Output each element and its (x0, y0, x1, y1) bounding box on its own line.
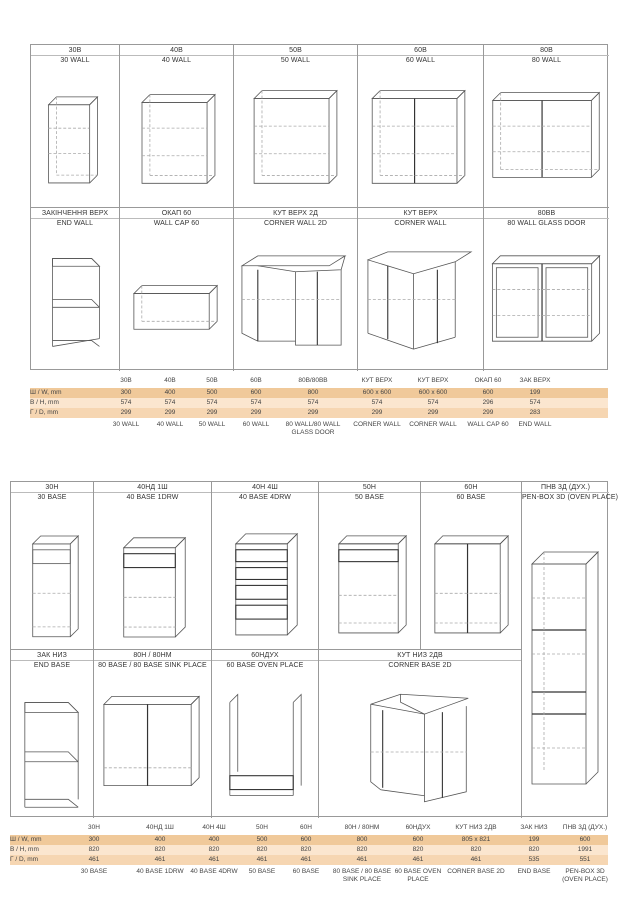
spec-d: 299 (482, 409, 494, 416)
spec-name: 60 WALL (242, 421, 270, 428)
base-cabinet-1-door-icon (11, 504, 93, 647)
code-label: КУТ НИЗ 2ДВ (397, 652, 443, 659)
wall-cabinet-2-door-icon (484, 67, 609, 205)
name-label: CORNER BASE 2D (319, 660, 521, 670)
code-label: 60Н (464, 484, 478, 491)
code-label: КУТ ВЕРХ (403, 210, 438, 217)
base-cabinet-2-door-icon (421, 504, 521, 647)
spec-code: 60B (250, 377, 262, 384)
base-cabinet-1-drawer-icon (319, 504, 420, 647)
spec-name: PEN-BOX 3D (OVEN PLACE) (562, 868, 608, 883)
spec-d: 551 (579, 856, 591, 863)
spec-w: 600 (579, 836, 591, 843)
hood-cabinet-icon (120, 230, 233, 369)
spec-h: 574 (529, 399, 541, 406)
name-label: END BASE (11, 660, 93, 670)
spec-w: 800 (356, 836, 368, 843)
spec-name: 40 BASE 4DRW (190, 868, 238, 875)
spec-d: 461 (154, 856, 166, 863)
wall-cabinet-2-door-icon (358, 67, 483, 205)
name-label: 40 BASE 4DRW (212, 492, 318, 502)
spec-d: 461 (412, 856, 424, 863)
spec-code: 60Н (300, 824, 312, 831)
spec-code: ПНВ 3Д (ДУХ.) (562, 824, 608, 831)
end-shelf-unit-icon (31, 230, 119, 369)
spec-code: 60НДУХ (405, 824, 431, 831)
cell-corner-base-2d (319, 650, 522, 818)
code-label: 30B (68, 47, 82, 54)
spec-code: ОКАП 60 (474, 377, 502, 384)
code-label: 80Н / 80НМ (133, 652, 172, 659)
spec-code: 40B (164, 377, 176, 384)
cell-40-base-4drw (212, 482, 319, 650)
code-label: 60B (414, 47, 427, 54)
code-label: 50Н (362, 484, 377, 491)
base-spec-table (10, 823, 608, 893)
name-label: 60 BASE OVEN PLACE (212, 660, 318, 670)
spec-d: 461 (470, 856, 482, 863)
spec-h: 296 (482, 399, 494, 406)
cell-30-base (11, 482, 94, 650)
spec-d: 283 (529, 409, 541, 416)
spec-w: 300 (120, 389, 132, 396)
spec-h: 820 (528, 846, 540, 853)
spec-h: 820 (256, 846, 268, 853)
spec-code: 50B (206, 377, 218, 384)
name-label: 60 BASE (421, 492, 521, 502)
name-label: 50 WALL (234, 55, 357, 65)
code-label: 50B (289, 47, 302, 54)
spec-code: 40Н 4Ш (202, 824, 226, 831)
spec-h: 574 (206, 399, 218, 406)
name-label: 60 WALL (358, 55, 483, 65)
code-label: ОКАП 60 (161, 210, 192, 217)
name-label: 80 WALL GLASS DOOR (484, 218, 609, 228)
cell-60-base (421, 482, 522, 650)
cell-60-wall (358, 45, 484, 208)
spec-h: 820 (208, 846, 220, 853)
name-label: 40 WALL (120, 55, 233, 65)
spec-d: 535 (528, 856, 540, 863)
name-label: 80 WALL (484, 55, 609, 65)
spec-name: 40 BASE 1DRW (136, 868, 184, 875)
spec-name: 50 BASE (248, 868, 276, 875)
wall-cabinet-1-door-icon (234, 67, 357, 205)
depth-label: Г / D, mm (10, 856, 39, 863)
name-label: 50 BASE (319, 492, 420, 502)
spec-code: КУТ НИЗ 2ДВ (455, 824, 497, 831)
spec-h: 820 (470, 846, 482, 853)
code-label: 40B (170, 47, 183, 54)
name-label: 30 BASE (11, 492, 93, 502)
spec-h: 574 (307, 399, 319, 406)
cell-end-base (11, 650, 94, 818)
cell-80-wall (484, 45, 609, 208)
width-label: Ш / W, mm (10, 836, 42, 843)
cell-pen-box-3d (522, 482, 619, 818)
spec-h: 820 (412, 846, 424, 853)
cell-60-base-oven (212, 650, 319, 818)
code-label: ЗАК НИЗ (37, 652, 67, 659)
height-label: В / H, mm (30, 399, 59, 406)
name-label: CORNER WALL 2D (234, 218, 357, 228)
spec-w: 300 (88, 836, 100, 843)
spec-d: 299 (307, 409, 319, 416)
spec-name: END WALL (518, 421, 552, 428)
width-label: Ш / W, mm (30, 389, 62, 396)
glass-door-cabinet-icon (484, 230, 609, 369)
spec-w: 500 (256, 836, 268, 843)
spec-d: 299 (120, 409, 132, 416)
spec-w: 600 x 600 (362, 389, 392, 396)
spec-d: 299 (250, 409, 262, 416)
cell-30-wall (31, 45, 120, 208)
code-label: 40НД 1Ш (137, 484, 168, 491)
base-cabinet-4-drawer-icon (212, 504, 318, 647)
spec-d: 299 (164, 409, 176, 416)
spec-w: 600 (412, 836, 424, 843)
spec-h: 1991 (577, 846, 593, 853)
spec-w: 500 (206, 389, 218, 396)
tall-oven-cabinet-icon (522, 504, 609, 816)
spec-w: 600 x 600 (418, 389, 448, 396)
spec-h: 820 (88, 846, 100, 853)
name-label: 80 BASE / 80 BASE SINK PLACE (94, 660, 211, 670)
spec-h: 820 (154, 846, 166, 853)
spec-w: 400 (208, 836, 220, 843)
code-label: 80B (540, 47, 553, 54)
cell-corner-wall (358, 208, 484, 371)
spec-h: 574 (164, 399, 176, 406)
code-label: 40Н 4Ш (252, 484, 278, 491)
spec-name: 60 BASE (292, 868, 320, 875)
spec-w: 199 (528, 836, 540, 843)
spec-d: 461 (356, 856, 368, 863)
spec-name: 50 WALL (198, 421, 226, 428)
spec-h: 820 (300, 846, 312, 853)
spec-code: КУТ ВЕРХ (417, 377, 449, 384)
spec-w: 600 (482, 389, 494, 396)
height-label: В / H, mm (10, 846, 39, 853)
spec-name: CORNER WALL (409, 421, 457, 428)
spec-name: 30 WALL (112, 421, 140, 428)
spec-h: 574 (250, 399, 262, 406)
code-label: 30Н (45, 484, 59, 491)
name-label: 30 WALL (31, 55, 119, 65)
spec-d: 461 (256, 856, 268, 863)
spec-name: 60 BASE OVEN PLACE (394, 868, 442, 883)
oven-base-cabinet-icon (212, 672, 318, 816)
spec-code: ЗАК НИЗ (520, 824, 548, 831)
wall-cabinet-1-door-icon (120, 67, 233, 205)
spec-name: CORNER BASE 2D (447, 868, 505, 875)
cell-wall-cap-60 (120, 208, 234, 371)
spec-name: END BASE (517, 868, 551, 875)
spec-name: 40 WALL (156, 421, 184, 428)
cell-80-wall-glass-door (484, 208, 609, 371)
wall-spec-table (30, 376, 608, 436)
spec-code: 30B (120, 377, 132, 384)
spec-w: 805 x 821 (461, 836, 491, 843)
spec-w: 199 (529, 389, 541, 396)
spec-d: 299 (427, 409, 439, 416)
spec-w: 600 (300, 836, 312, 843)
spec-code: 30Н (88, 824, 100, 831)
spec-d: 461 (300, 856, 312, 863)
wall-cabinet-1-door-icon (31, 67, 119, 205)
spec-code: 40НД 1Ш (146, 824, 174, 831)
spec-name: 30 BASE (80, 868, 108, 875)
name-label: WALL CAP 60 (120, 218, 233, 228)
spec-h: 820 (356, 846, 368, 853)
spec-code: 80B/80BB (298, 377, 328, 384)
cell-80-base-sink (94, 650, 212, 818)
spec-w: 400 (154, 836, 166, 843)
depth-label: Г / D, mm (30, 409, 59, 416)
spec-w: 800 (307, 389, 319, 396)
spec-code: КУТ ВЕРХ (361, 377, 393, 384)
sink-base-cabinet-icon (94, 672, 211, 816)
spec-name: CORNER WALL (353, 421, 401, 428)
code-label: ПНВ 3Д (ДУХ.) (540, 484, 591, 491)
cell-50-wall (234, 45, 358, 208)
spec-d: 461 (208, 856, 220, 863)
cell-corner-wall-2d (234, 208, 358, 371)
spec-name: 80 BASE / 80 BASE SINK PLACE (332, 868, 392, 883)
spec-d: 299 (371, 409, 383, 416)
cell-50-base (319, 482, 421, 650)
spec-name: WALL CAP 60 (467, 421, 509, 428)
spec-code: 50Н (256, 824, 268, 831)
cell-end-wall (31, 208, 120, 371)
spec-w: 600 (250, 389, 262, 396)
corner-base-cabinet-icon (319, 672, 521, 816)
corner-cabinet-icon (234, 230, 357, 369)
corner-cabinet-diagonal-icon (358, 230, 483, 369)
spec-d: 299 (206, 409, 218, 416)
name-label: END WALL (31, 218, 119, 228)
name-label: 40 BASE 1DRW (94, 492, 211, 502)
name-label: CORNER WALL (358, 218, 483, 228)
spec-d: 461 (88, 856, 100, 863)
spec-code: ЗАК ВЕРХ (519, 377, 551, 384)
wall-cabinets-grid (30, 44, 608, 370)
base-cabinet-1-drawer-icon (94, 504, 211, 647)
spec-w: 400 (164, 389, 176, 396)
code-label: 60НДУХ (251, 652, 279, 659)
end-shelf-unit-icon (11, 672, 93, 816)
cell-40-base-1drw (94, 482, 212, 650)
name-label: PEN-BOX 3D (OVEN PLACE) (522, 494, 619, 501)
base-cabinets-grid (10, 481, 619, 817)
spec-h: 574 (120, 399, 132, 406)
cell-40-wall (120, 45, 234, 208)
code-label: КУТ ВЕРХ 2Д (273, 210, 318, 217)
spec-h: 574 (427, 399, 439, 406)
code-label: ЗАКІНЧЕННЯ ВЕРХ (41, 210, 109, 217)
spec-h: 574 (371, 399, 383, 406)
code-label: 80BB (537, 210, 556, 217)
spec-name: 80 WALL/80 WALL GLASS DOOR (285, 421, 341, 436)
spec-code: 80Н / 80НМ (344, 824, 380, 831)
